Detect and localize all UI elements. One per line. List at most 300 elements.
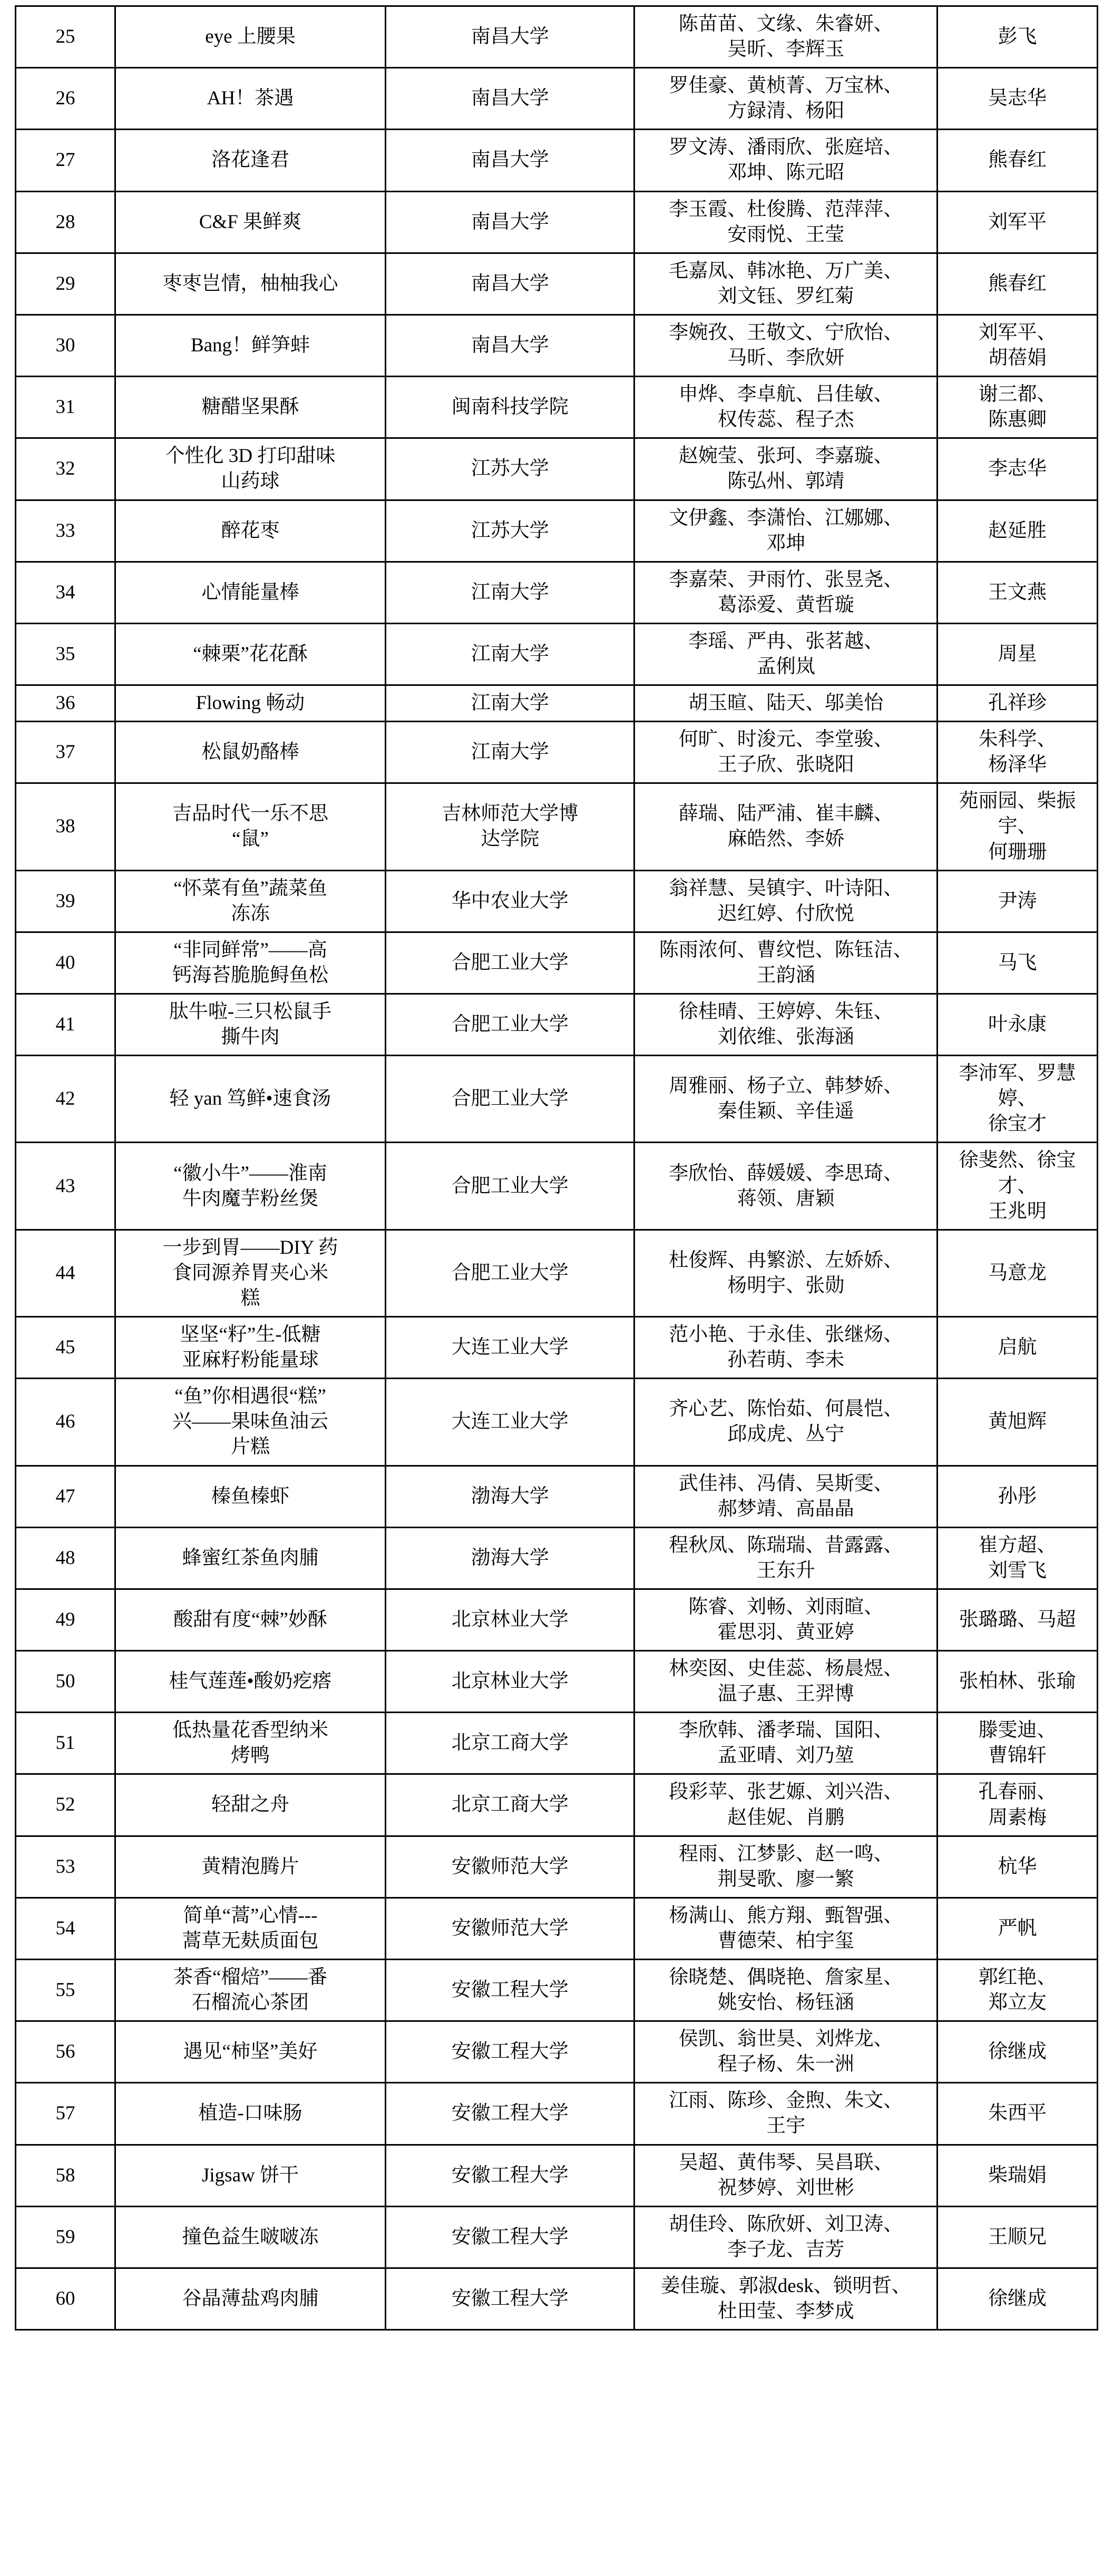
text-line: 杨满山、熊方翔、甄智强、: [669, 1904, 903, 1926]
row-advisor: [938, 685, 1098, 722]
table-row: [16, 377, 1098, 438]
row-index: 52: [16, 1774, 115, 1836]
row-advisor: [938, 1527, 1098, 1589]
row-members: [634, 1143, 938, 1230]
text-line: 撕牛肉: [221, 1026, 280, 1048]
text-line: 叶永康: [988, 1014, 1047, 1036]
text-line: 徐斐然、徐宝才、: [959, 1149, 1076, 1197]
text-line: 李子龙、吉芳: [727, 2238, 845, 2260]
row-work-name: 榛鱼榛虾: [115, 1466, 385, 1527]
row-work-name: 轻甜之舟: [115, 1774, 385, 1836]
table-row: [16, 562, 1098, 623]
text-line: 熊春红: [988, 149, 1047, 171]
text-line: 陈睿、刘畅、刘雨暄、: [688, 1596, 884, 1618]
row-advisor: [938, 1897, 1098, 1959]
text-line: 马意龙: [988, 1262, 1047, 1284]
row-index: 32: [16, 438, 115, 500]
table-row: [16, 623, 1098, 685]
row-advisor: [938, 1774, 1098, 1836]
text-line: 蒿草无麸质面包: [182, 1930, 319, 1952]
text-line: 周星: [998, 643, 1037, 665]
row-members: [634, 438, 938, 500]
row-members: [634, 2145, 938, 2206]
text-line: 徐晓楚、偶晓艳、詹家星、: [669, 1967, 903, 1988]
text-line: 严帆: [998, 1917, 1037, 1939]
text-line: 达学院: [481, 828, 540, 850]
text-line: 李玉霞、杜俊腾、范萍萍、: [669, 198, 903, 220]
row-work-name: 醉花枣: [115, 500, 385, 562]
row-index: 58: [16, 2145, 115, 2206]
text-line: 赵佳妮、肖鹏: [727, 1806, 845, 1828]
row-school: 安徽工程大学: [386, 2145, 634, 2206]
row-index: 41: [16, 994, 115, 1056]
text-line: 一步到胃——DIY 药: [162, 1236, 338, 1258]
table-row: [16, 2145, 1098, 2206]
row-advisor: [938, 2206, 1098, 2268]
text-line: 王宇: [766, 2115, 806, 2137]
text-line: 刘军平: [988, 211, 1047, 233]
row-members: [634, 870, 938, 932]
text-line: 马飞: [998, 951, 1037, 974]
row-members: [634, 2083, 938, 2145]
row-work-name: [115, 1960, 385, 2021]
text-line: 杨明宇、张勋: [727, 1274, 845, 1296]
text-line: 徐继成: [988, 2287, 1047, 2309]
row-advisor: [938, 253, 1098, 314]
text-line: “怀菜有鱼”蔬菜鱼: [173, 877, 327, 899]
table-row: [16, 1143, 1098, 1230]
table-row: [16, 1527, 1098, 1589]
table-row: [16, 1836, 1098, 1897]
text-line: 胡佳玲、陈欣妍、刘卫涛、: [669, 2213, 903, 2235]
table-row: [16, 1897, 1098, 1959]
text-line: 何珊珊: [988, 841, 1047, 863]
row-members: [634, 1230, 938, 1316]
text-line: 黄旭辉: [988, 1411, 1047, 1433]
text-line: 张璐璐、马超: [959, 1608, 1076, 1630]
row-school: 安徽工程大学: [386, 2083, 634, 2145]
table-row: [16, 1317, 1098, 1379]
text-line: 马昕、李欣妍: [727, 347, 845, 369]
text-line: 安雨悦、王莹: [727, 223, 845, 245]
text-line: 武佳祎、冯倩、吴斯雯、: [678, 1472, 893, 1495]
row-advisor: [938, 1230, 1098, 1316]
row-advisor: [938, 2268, 1098, 2329]
row-school: 安徽工程大学: [386, 2206, 634, 2268]
row-school: 江南大学: [386, 722, 634, 783]
table-row: [16, 500, 1098, 562]
text-line: 吉品时代一乐不思: [172, 803, 328, 825]
text-line: 刘依维、张海涵: [717, 1026, 854, 1048]
text-line: “非同鲜常”——高: [173, 939, 327, 961]
text-line: 王顺兄: [988, 2226, 1047, 2248]
row-advisor: [938, 1836, 1098, 1897]
text-line: 范小艳、于永佳、张继炀、: [669, 1324, 903, 1346]
row-members: [634, 2268, 938, 2329]
table-row: [16, 130, 1098, 191]
row-members: [634, 1466, 938, 1527]
text-line: 赵婉莹、张珂、李嘉璇、: [678, 445, 893, 467]
table-row: [16, 1056, 1098, 1143]
text-line: 祝梦婷、刘世彬: [717, 2177, 854, 2199]
text-line: 蒋领、唐颖: [737, 1187, 835, 1210]
text-line: 尹涛: [998, 890, 1037, 912]
text-line: 兴——果味鱼油云: [172, 1411, 328, 1433]
row-work-name: [115, 1897, 385, 1959]
text-line: 齐心艺、陈怡茹、何晨恺、: [669, 1398, 903, 1420]
table-row: [16, 1589, 1098, 1650]
row-school: [386, 783, 634, 870]
row-index: 30: [16, 314, 115, 376]
row-index: 39: [16, 870, 115, 932]
row-advisor: [938, 1713, 1098, 1774]
row-work-name: C&F 果鲜爽: [115, 191, 385, 253]
row-work-name: 撞色益生啵啵冻: [115, 2206, 385, 2268]
row-advisor: [938, 1960, 1098, 2021]
row-advisor: [938, 500, 1098, 562]
text-line: 林奕囡、史佳蕊、杨晨煜、: [669, 1658, 903, 1680]
row-index: 31: [16, 377, 115, 438]
row-work-name: [115, 438, 385, 500]
row-work-name: [115, 1713, 385, 1774]
row-advisor: [938, 2083, 1098, 2145]
row-school: 安徽工程大学: [386, 1960, 634, 2021]
text-line: 肽牛啦-三只松鼠手: [169, 1001, 332, 1022]
row-school: 安徽师范大学: [386, 1897, 634, 1959]
text-line: 徐桂晴、王婷婷、朱钰、: [678, 1001, 893, 1022]
row-advisor: [938, 438, 1098, 500]
row-members: [634, 1527, 938, 1589]
row-work-name: [115, 1379, 385, 1466]
text-line: 杜田莹、李梦成: [717, 2300, 854, 2323]
row-work-name: AH！茶遇: [115, 68, 385, 130]
row-work-name: 糖醋坚果酥: [115, 377, 385, 438]
row-index: 51: [16, 1713, 115, 1774]
table-row: [16, 2021, 1098, 2083]
row-index: 59: [16, 2206, 115, 2268]
row-members: [634, 623, 938, 685]
row-work-name: 枣枣岂情，柚柚我心: [115, 253, 385, 314]
row-members: [634, 377, 938, 438]
text-line: 翁祥慧、吴镇宇、叶诗阳、: [669, 877, 903, 899]
text-line: 苑丽园、柴振宇、: [959, 790, 1076, 838]
text-line: 郭红艳、: [978, 1967, 1057, 1988]
row-advisor: [938, 1143, 1098, 1230]
row-members: [634, 2206, 938, 2268]
row-work-name: [115, 932, 385, 994]
text-line: 权传蕊、程子杰: [717, 409, 854, 431]
table-row: [16, 932, 1098, 994]
text-line: 段彩苹、张艺嫄、刘兴浩、: [669, 1781, 903, 1803]
row-school: 北京工商大学: [386, 1774, 634, 1836]
row-school: 合肥工业大学: [386, 994, 634, 1056]
row-work-name: 桂气莲莲•酸奶疙瘩: [115, 1651, 385, 1713]
row-work-name: “棘栗”花花酥: [115, 623, 385, 685]
text-line: 吴志华: [988, 87, 1047, 110]
row-index: 45: [16, 1317, 115, 1379]
row-index: 26: [16, 68, 115, 130]
row-members: [634, 1836, 938, 1897]
text-line: 毛嘉凤、韩冰艳、万广美、: [669, 260, 903, 282]
text-line: 李嘉荣、尹雨竹、张昱尧、: [669, 568, 903, 591]
text-line: 迟红婷、付欣悦: [717, 902, 854, 925]
row-advisor: [938, 722, 1098, 783]
row-work-name: 遇见“柿坚”美好: [115, 2021, 385, 2083]
row-members: [634, 1056, 938, 1143]
row-school: 闽南科技学院: [386, 377, 634, 438]
row-index: 34: [16, 562, 115, 623]
row-advisor: [938, 623, 1098, 685]
row-members: [634, 1589, 938, 1650]
entries-table: [15, 5, 1098, 2331]
row-index: 50: [16, 1651, 115, 1713]
text-line: 孙若萌、李未: [727, 1349, 845, 1371]
row-work-name: Flowing 畅动: [115, 685, 385, 722]
row-school: 南昌大学: [386, 6, 634, 68]
text-line: 王子欣、张晓阳: [717, 754, 854, 776]
text-line: 王文燕: [988, 581, 1047, 603]
text-line: 牛肉魔芋粉丝煲: [182, 1187, 319, 1210]
text-line: 赵延胜: [988, 519, 1047, 542]
text-line: 李沛军、罗慧婷、: [959, 1063, 1076, 1110]
table-row: [16, 870, 1098, 932]
row-index: 57: [16, 2083, 115, 2145]
row-members: [634, 722, 938, 783]
row-index: 60: [16, 2268, 115, 2329]
row-school: 华中农业大学: [386, 870, 634, 932]
row-work-name: 酸甜有度“棘”妙酥: [115, 1589, 385, 1650]
table-row: [16, 685, 1098, 722]
row-members: [634, 685, 938, 722]
text-line: 李瑶、严冉、张茗越、: [688, 630, 884, 652]
text-line: 孟亚晴、刘乃堃: [717, 1745, 854, 1767]
table-body: [16, 6, 1098, 2330]
text-line: 陈苗苗、文缘、朱睿妍、: [678, 13, 893, 35]
row-advisor: [938, 783, 1098, 870]
text-line: 胡玉暄、陆天、邬美怡: [688, 692, 884, 714]
text-line: 葛添爱、黄哲璇: [717, 594, 854, 616]
row-advisor: [938, 870, 1098, 932]
text-line: 罗文涛、潘雨欣、张庭培、: [669, 136, 903, 159]
row-advisor: [938, 1589, 1098, 1650]
text-line: 吴超、黄伟琴、吴昌联、: [678, 2151, 893, 2174]
text-line: 王兆明: [988, 1200, 1047, 1222]
row-advisor: [938, 377, 1098, 438]
text-line: 谢三都、: [978, 384, 1057, 406]
text-line: 王东升: [756, 1559, 815, 1581]
text-line: 吉林师范大学博: [442, 803, 579, 825]
text-line: 亚麻籽粉能量球: [182, 1349, 319, 1371]
row-work-name: 洛花逢君: [115, 130, 385, 191]
text-line: 程秋凤、陈瑞瑞、昔露露、: [669, 1534, 903, 1556]
text-line: 何旷、时浚元、李堂骏、: [678, 729, 893, 751]
text-line: 周雅丽、杨子立、韩梦娇、: [669, 1075, 903, 1097]
row-members: [634, 1379, 938, 1466]
text-line: 山药球: [221, 470, 280, 493]
text-line: 江雨、陈珍、金煦、朱文、: [669, 2090, 903, 2112]
row-index: 33: [16, 500, 115, 562]
row-index: 35: [16, 623, 115, 685]
text-line: 徐继成: [988, 2041, 1047, 2063]
text-line: 秦佳颖、辛佳遥: [717, 1100, 854, 1123]
table-row: [16, 1651, 1098, 1713]
row-members: [634, 314, 938, 376]
row-work-name: 松鼠奶酪棒: [115, 722, 385, 783]
text-line: 侯凯、翁世昊、刘烨龙、: [678, 2028, 893, 2050]
row-work-name: [115, 1230, 385, 1316]
row-school: 大连工业大学: [386, 1379, 634, 1466]
row-index: 49: [16, 1589, 115, 1650]
row-index: 37: [16, 722, 115, 783]
row-members: [634, 1774, 938, 1836]
row-members: [634, 1897, 938, 1959]
text-line: 陈惠卿: [988, 409, 1047, 431]
row-advisor: [938, 2021, 1098, 2083]
row-index: 28: [16, 191, 115, 253]
text-line: 朱科学、: [978, 729, 1057, 751]
table-row: [16, 994, 1098, 1056]
text-line: 徐宝才: [988, 1113, 1047, 1135]
text-line: 孟俐岚: [756, 655, 815, 677]
row-members: [634, 562, 938, 623]
table-row: [16, 722, 1098, 783]
table-row: [16, 1713, 1098, 1774]
row-school: 安徽工程大学: [386, 2268, 634, 2329]
text-line: 申烨、李卓航、吕佳敏、: [678, 384, 893, 406]
table-row: [16, 314, 1098, 376]
text-line: 孔祥珍: [988, 692, 1047, 714]
row-school: 渤海大学: [386, 1527, 634, 1589]
text-line: 食同源养胃夹心米: [172, 1262, 328, 1284]
row-school: 南昌大学: [386, 130, 634, 191]
text-line: 姚安怡、杨钰涵: [717, 1992, 854, 2014]
row-members: [634, 783, 938, 870]
text-line: 杜俊辉、冉繁淤、左娇娇、: [669, 1249, 903, 1271]
row-members: [634, 130, 938, 191]
table-row: [16, 2268, 1098, 2329]
row-work-name: [115, 1143, 385, 1230]
row-school: 南昌大学: [386, 191, 634, 253]
table-row: [16, 68, 1098, 130]
row-work-name: [115, 994, 385, 1056]
text-line: 程雨、江梦影、赵一鸣、: [678, 1843, 893, 1865]
row-index: 53: [16, 1836, 115, 1897]
row-index: 27: [16, 130, 115, 191]
row-index: 29: [16, 253, 115, 314]
text-line: 糕: [240, 1287, 260, 1309]
table-row: [16, 191, 1098, 253]
row-work-name: Bang！鲜笋蚌: [115, 314, 385, 376]
row-index: 43: [16, 1143, 115, 1230]
row-advisor: [938, 68, 1098, 130]
text-line: 姜佳璇、郭淑desk、锁明哲、: [660, 2275, 911, 2297]
row-school: 合肥工业大学: [386, 1143, 634, 1230]
row-work-name: 蜂蜜红茶鱼肉脯: [115, 1527, 385, 1589]
text-line: 彭飞: [998, 26, 1037, 48]
row-work-name: 植造-口味肠: [115, 2083, 385, 2145]
text-line: 刘军平、: [978, 321, 1057, 343]
text-line: “徽小牛”——淮南: [173, 1162, 327, 1184]
text-line: 烤鸭: [231, 1745, 270, 1767]
text-line: 荆旻歌、廖一繁: [717, 1868, 854, 1890]
table-row: [16, 1379, 1098, 1466]
table-row: [16, 6, 1098, 68]
row-index: 55: [16, 1960, 115, 2021]
table-row: [16, 438, 1098, 500]
row-index: 42: [16, 1056, 115, 1143]
row-work-name: Jigsaw 饼干: [115, 2145, 385, 2206]
text-line: 杭华: [998, 1855, 1037, 1877]
text-line: 朱西平: [988, 2102, 1047, 2125]
text-line: 李婉孜、王敬文、宁欣怡、: [669, 321, 903, 343]
row-members: [634, 2021, 938, 2083]
row-school: 合肥工业大学: [386, 1056, 634, 1143]
row-index: 48: [16, 1527, 115, 1589]
row-advisor: [938, 1317, 1098, 1379]
text-line: “鼠”: [232, 828, 269, 850]
table-row: [16, 2206, 1098, 2268]
text-line: 薛瑞、陆严浦、崔丰麟、: [678, 803, 893, 825]
row-advisor: [938, 1651, 1098, 1713]
text-line: 胡蓓娟: [988, 347, 1047, 369]
text-line: 吴昕、李辉玉: [727, 38, 845, 61]
text-line: 李欣韩、潘孝瑞、国阳、: [678, 1719, 893, 1742]
text-line: 李欣怡、薛媛媛、李思琦、: [669, 1162, 903, 1184]
row-school: 安徽工程大学: [386, 2021, 634, 2083]
text-line: 冻冻: [231, 902, 270, 925]
row-members: [634, 253, 938, 314]
row-index: 38: [16, 783, 115, 870]
row-school: 南昌大学: [386, 314, 634, 376]
row-school: 大连工业大学: [386, 1317, 634, 1379]
row-work-name: eye 上腰果: [115, 6, 385, 68]
row-school: 江南大学: [386, 562, 634, 623]
row-school: 江南大学: [386, 685, 634, 722]
text-line: 陈雨浓何、曹纹恺、陈钰洁、: [659, 939, 913, 961]
row-advisor: [938, 1379, 1098, 1466]
row-work-name: [115, 870, 385, 932]
text-line: 启航: [998, 1336, 1037, 1359]
table-row: [16, 1230, 1098, 1316]
text-line: 邱成虎、丛宁: [727, 1423, 845, 1446]
row-members: [634, 6, 938, 68]
text-line: 杨泽华: [988, 754, 1047, 776]
text-line: 坚坚“籽”生-低糖: [180, 1324, 321, 1346]
row-advisor: [938, 1056, 1098, 1143]
text-line: 孔春丽、: [978, 1781, 1057, 1803]
text-line: 方録清、杨阳: [727, 100, 845, 122]
row-school: 渤海大学: [386, 1466, 634, 1527]
row-advisor: [938, 191, 1098, 253]
row-members: [634, 1651, 938, 1713]
row-school: 北京林业大学: [386, 1651, 634, 1713]
text-line: 滕雯迪、: [978, 1719, 1057, 1742]
table-row: [16, 253, 1098, 314]
row-school: 北京工商大学: [386, 1713, 634, 1774]
row-index: 56: [16, 2021, 115, 2083]
row-members: [634, 932, 938, 994]
row-index: 46: [16, 1379, 115, 1466]
table-row: [16, 1466, 1098, 1527]
row-index: 25: [16, 6, 115, 68]
row-work-name: 谷晶薄盐鸡肉脯: [115, 2268, 385, 2329]
row-work-name: 心情能量棒: [115, 562, 385, 623]
text-line: 曹锦轩: [988, 1745, 1047, 1767]
text-line: 茶香“榴焙”——番: [173, 1967, 327, 1988]
table-row: [16, 1960, 1098, 2021]
row-index: 40: [16, 932, 115, 994]
text-line: 崔方超、: [978, 1534, 1057, 1556]
